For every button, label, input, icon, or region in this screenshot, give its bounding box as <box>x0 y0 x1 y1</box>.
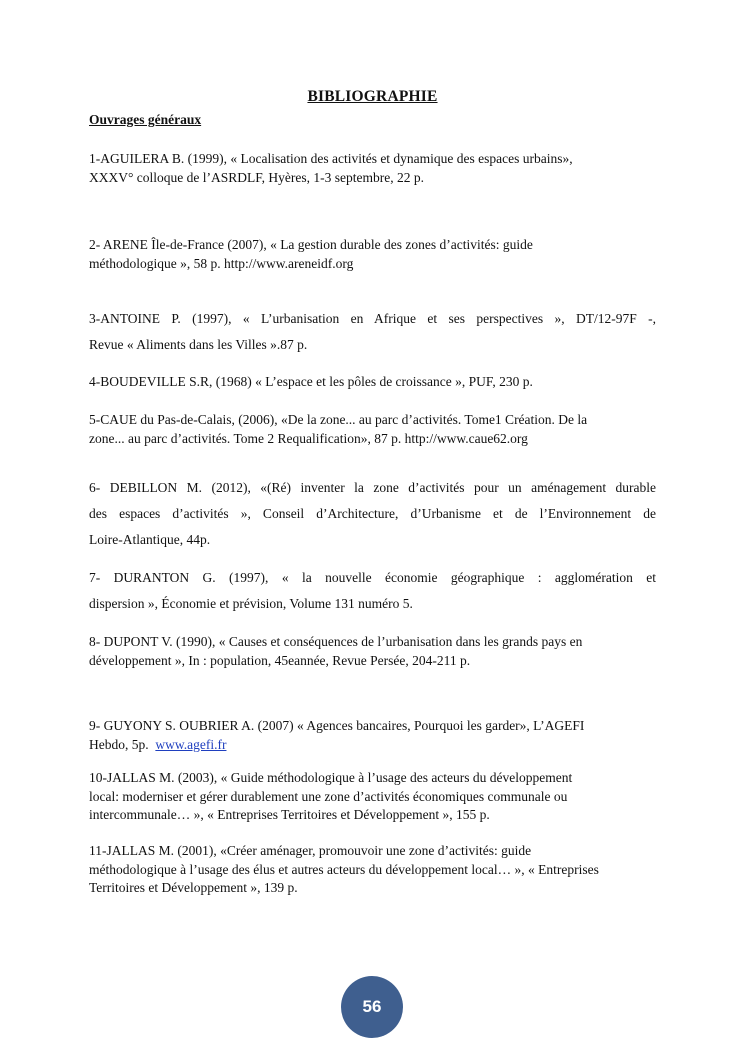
bibliography-entry-1 <box>89 150 656 187</box>
page-number-badge <box>341 976 403 1038</box>
bibliography-entry-5 <box>89 411 656 448</box>
entry-line: Territoires et Développement », 139 p. <box>89 880 298 895</box>
page-number: 56 <box>362 997 382 1016</box>
entry-line: méthodologique à l’usage des élus et autres acteurs du développement local… », « Entreprises <box>89 861 599 877</box>
bibliography-entry-9 <box>89 717 656 754</box>
page-title: BIBLIOGRAPHIE <box>307 88 438 105</box>
bibliography-entry-11 <box>89 842 656 898</box>
bibliography-entry-4 <box>89 373 656 392</box>
entry-line: local: moderniser et gérer durablement une zone d’activités économiques communale ou <box>89 788 568 804</box>
entry-line: développement », In : population, 45eannée, Revue Persée, 204-211 p. <box>89 652 471 668</box>
entry-line: 5-CAUE du Pas-de-Calais, (2006), «De la zone... au parc d’activités. Tome1 Création. De la <box>89 412 588 427</box>
entry-line: intercommunale… », « Entreprises Territoires et Développement », 155 p. <box>89 807 490 822</box>
section-heading: Ouvrages généraux <box>89 112 202 127</box>
bibliography-entry-3 <box>89 306 656 358</box>
bibliography-entry-10 <box>89 769 656 825</box>
entry-line-text: Hebdo, 5p. <box>89 736 149 752</box>
entry-line: 7- DURANTON G. (1997), « la nouvelle économie géographique : agglomération et <box>89 570 656 585</box>
entry-line: Loire-Atlantique, 44p. <box>89 532 211 547</box>
entry-line: 4-BOUDEVILLE S.R, (1968) « L’espace et les pôles de croissance », PUF, 230 p. <box>89 374 533 389</box>
bibliography-entry-7 <box>89 565 656 617</box>
entry-line: 11-JALLAS M. (2001), «Créer aménager, promouvoir une zone d’activités: guide <box>89 843 532 858</box>
entry-line: méthodologique », 58 p. http://www.areneidf.org <box>89 255 354 271</box>
entry-line: 2- ARENE Île-de-France (2007), « La gestion durable des zones d’activités: guide <box>89 237 533 252</box>
entry-line: zone... au parc d’activités. Tome 2 Requalification», 87 p. http://www.caue62.org <box>89 430 528 446</box>
bibliography-entry-2 <box>89 236 656 273</box>
entry-line: 10-JALLAS M. (2003), « Guide méthodologique à l’usage des acteurs du développement <box>89 770 573 785</box>
entry-line: des espaces d’activités », Conseil d’Architecture, d’Urbanisme et de l’Environnement de <box>89 506 656 521</box>
entry-line: dispersion », Économie et prévision, Volume 131 numéro 5. <box>89 596 413 611</box>
bibliography-entry-6 <box>89 475 656 553</box>
entry-line <box>89 736 656 755</box>
entry-line: 3-ANTOINE P. (1997), « L’urbanisation en Afrique et ses perspectives », DT/12-97F -, <box>89 311 656 326</box>
entry-line: 8- DUPONT V. (1990), « Causes et conséquences de l’urbanisation dans les grands pays en <box>89 634 583 649</box>
entry-line: 9- GUYONY S. OUBRIER A. (2007) « Agences bancaires, Pourquoi les garder», L’AGEFI <box>89 718 585 733</box>
entry-line: 1-AGUILERA B. (1999), « Localisation des activités et dynamique des espaces urbains», <box>89 151 573 166</box>
entry-line: XXXV° colloque de l’ASRDLF, Hyères, 1-3 septembre, 22 p. <box>89 169 425 185</box>
entry-line: Revue « Aliments dans les Villes ».87 p. <box>89 337 308 352</box>
entry-line: 6- DEBILLON M. (2012), «(Ré) inventer la zone d’activités pour un aménagement durable <box>89 480 656 495</box>
bibliography-entry-8 <box>89 633 656 670</box>
agefi-link[interactable]: www.agefi.fr <box>155 736 227 752</box>
